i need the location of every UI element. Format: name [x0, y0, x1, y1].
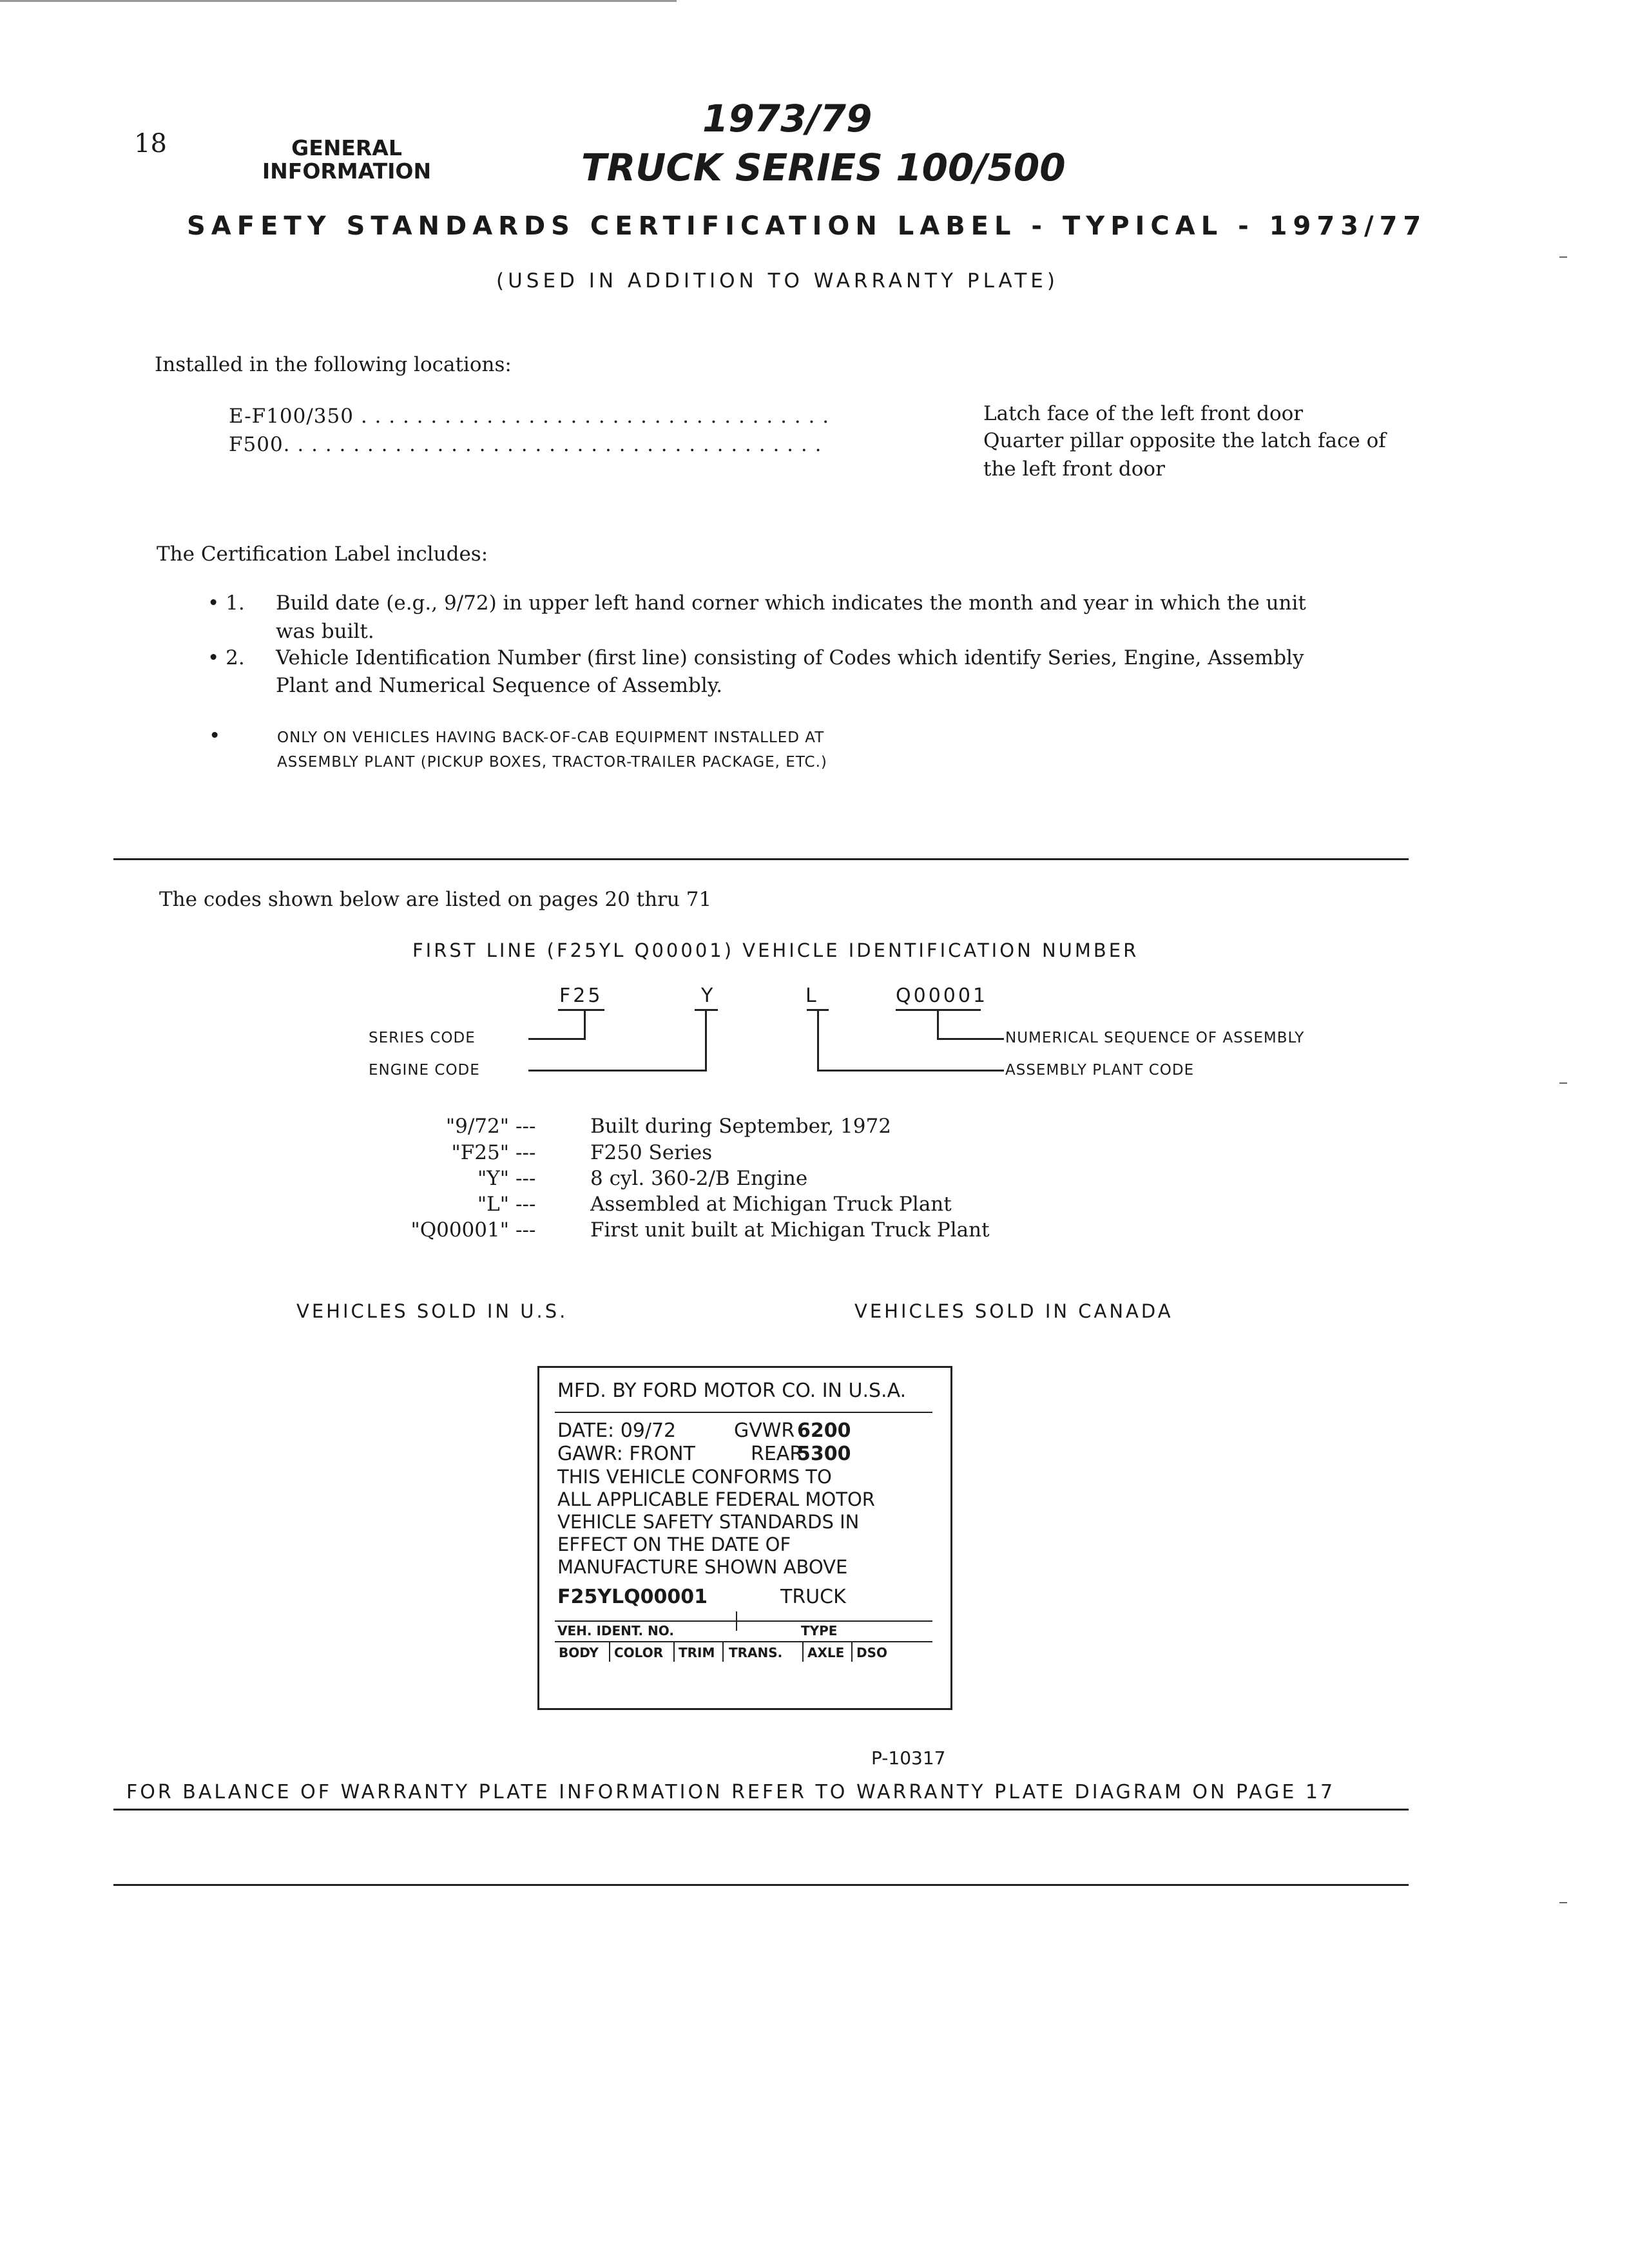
legend-code-2: "F25"	[451, 1141, 509, 1164]
codes-intro: The codes shown below are listed on pages 20 thru 71	[159, 888, 712, 911]
label-field-trans: TRANS.	[729, 1645, 783, 1660]
location-place-2-cont: the left front door	[983, 457, 1165, 481]
label-field-trim: TRIM	[679, 1645, 715, 1660]
page-subheading: (USED IN ADDITION TO WARRANTY PLATE)	[496, 269, 1059, 293]
legend-meaning-1: Built during September, 1972	[590, 1115, 891, 1138]
field-sep-4	[802, 1642, 804, 1662]
section-title-line2: INFORMATION	[262, 159, 432, 184]
vin-series-underline	[558, 1009, 604, 1011]
location-model-2: F500. . . . . . . . . . . . . . . . . . . . . . . . . . . . . . . . . . . . . . .	[229, 433, 822, 456]
engine-bracket-horizontal	[528, 1070, 707, 1072]
series-code-label: SERIES CODE	[369, 1030, 476, 1046]
section-title	[250, 137, 443, 183]
legend-code-3: "Y"	[477, 1167, 509, 1190]
legend-dash-1: ---	[516, 1115, 536, 1138]
divider	[113, 858, 1409, 860]
title-series: TRUCK SERIES 100/500	[581, 146, 1066, 189]
bottom-rule	[113, 1884, 1409, 1886]
label-conform-line4: EFFECT ON THE DATE OF	[557, 1533, 791, 1555]
label-rear: REAR	[751, 1443, 804, 1465]
field-sep-3	[722, 1642, 724, 1662]
label-field-color: COLOR	[614, 1645, 664, 1660]
seq-bracket-vertical	[937, 1011, 939, 1039]
sold-us-caption: VEHICLES SOLD IN U.S.	[296, 1300, 568, 1322]
note-line2: ASSEMBLY PLANT (PICKUP BOXES, TRACTOR-TRAILER PACKAGE, ETC.)	[277, 754, 827, 771]
label-field-body: BODY	[559, 1645, 599, 1660]
legend-code-4: "L"	[477, 1193, 509, 1216]
label-vin: F25YLQ00001	[557, 1586, 708, 1608]
seq-bracket-horizontal	[937, 1038, 1004, 1040]
include-1-text-cont: was built.	[276, 620, 374, 643]
footer-underline	[113, 1809, 1409, 1811]
label-conform-line5: MANUFACTURE SHOWN ABOVE	[557, 1556, 848, 1578]
sequence-label: NUMERICAL SEQUENCE OF ASSEMBLY	[1005, 1030, 1305, 1046]
label-type-value: TRUCK	[780, 1586, 846, 1608]
title-years: 1973/79	[702, 97, 872, 140]
field-sep-5	[851, 1642, 853, 1662]
include-2-bullet: • 2.	[207, 646, 245, 669]
vin-series-code: F25	[559, 985, 603, 1007]
label-conformance	[557, 1466, 875, 1579]
vin-plant-code: L	[805, 985, 819, 1007]
label-mfd: MFD. BY FORD MOTOR CO. IN U.S.A.	[557, 1379, 907, 1402]
legend-dash-2: ---	[516, 1141, 536, 1164]
legend-meaning-5: First unit built at Michigan Truck Plant	[590, 1218, 990, 1242]
label-top-rule	[555, 1412, 932, 1413]
label-conform-line3: VEHICLE SAFETY STANDARDS IN	[557, 1511, 860, 1533]
label-rear-value: 5300	[797, 1443, 851, 1465]
label-gvwr: GVWR	[734, 1419, 795, 1442]
location-place-2: Quarter pillar opposite the latch face of	[983, 429, 1386, 452]
locations-intro: Installed in the following locations:	[155, 353, 512, 376]
label-conform-line1: THIS VEHICLE CONFORMS TO	[557, 1466, 832, 1488]
includes-intro: The Certification Label includes:	[157, 543, 488, 566]
field-sep-2	[673, 1642, 675, 1662]
legend-meaning-3: 8 cyl. 360-2/B Engine	[590, 1167, 808, 1190]
field-sep-1	[609, 1642, 610, 1662]
label-conform-line2: ALL APPLICABLE FEDERAL MOTOR	[557, 1488, 875, 1510]
plant-bracket-vertical	[817, 1011, 819, 1071]
plant-bracket-horizontal	[817, 1070, 1004, 1072]
include-2-text-cont: Plant and Numerical Sequence of Assembly.	[276, 674, 723, 697]
page-number: 18	[134, 129, 167, 159]
label-gvwr-value: 6200	[797, 1419, 851, 1442]
legend-dash-5: ---	[516, 1218, 536, 1242]
label-date: DATE: 09/72	[557, 1419, 677, 1442]
engine-code-label: ENGINE CODE	[369, 1062, 480, 1079]
certification-label	[537, 1366, 952, 1710]
legend-code-1: "9/72"	[445, 1115, 509, 1138]
sold-canada-caption: VEHICLES SOLD IN CANADA	[854, 1300, 1173, 1322]
label-type-caption: TYPE	[801, 1623, 838, 1639]
margin-mark	[1559, 1082, 1567, 1084]
label-fields-row	[555, 1642, 932, 1662]
series-bracket-horizontal	[528, 1038, 586, 1040]
series-bracket-vertical	[584, 1011, 586, 1039]
label-field-dso: DSO	[856, 1645, 888, 1660]
legend-dash-3: ---	[516, 1167, 536, 1190]
label-field-axle: AXLE	[807, 1645, 845, 1660]
engine-bracket-vertical	[705, 1011, 707, 1071]
page-heading: SAFETY STANDARDS CERTIFICATION LABEL - TYPICAL - 1973/77	[187, 211, 1427, 241]
note-line1: ONLY ON VEHICLES HAVING BACK-OF-CAB EQUIPMENT INSTALLED AT	[277, 729, 825, 746]
label-vin-divider	[736, 1611, 737, 1631]
vin-sequence-code: Q00001	[896, 985, 988, 1007]
legend-meaning-4: Assembled at Michigan Truck Plant	[590, 1193, 952, 1216]
vin-heading: FIRST LINE (F25YL Q00001) VEHICLE IDENTIFICATION NUMBER	[412, 939, 1139, 961]
legend-dash-4: ---	[516, 1193, 536, 1216]
margin-mark	[1559, 256, 1567, 258]
include-1-text: Build date (e.g., 9/72) in upper left hand corner which indicates the month and year in which the unit	[276, 591, 1306, 615]
location-place-1: Latch face of the left front door	[983, 402, 1304, 425]
plant-code-label: ASSEMBLY PLANT CODE	[1005, 1062, 1195, 1079]
section-title-line1: GENERAL	[291, 135, 402, 160]
legend-code-5: "Q00001"	[410, 1218, 509, 1242]
margin-mark	[1559, 1902, 1567, 1903]
vin-engine-code: Y	[701, 985, 716, 1007]
note-bullet: •	[209, 724, 221, 747]
include-1-bullet: • 1.	[207, 591, 245, 615]
include-2-text: Vehicle Identification Number (first line) consisting of Codes which identify Series, Engine, Assembly	[276, 646, 1304, 669]
footer-note: FOR BALANCE OF WARRANTY PLATE INFORMATION REFER TO WARRANTY PLATE DIAGRAM ON PAGE 17	[126, 1781, 1336, 1803]
label-vin-rule	[555, 1620, 932, 1622]
label-gawr-front: GAWR: FRONT	[557, 1443, 695, 1465]
location-model-1: E-F100/350 . . . . . . . . . . . . . . . . . . . . . . . . . . . . . . . . . .	[229, 405, 830, 428]
label-vin-caption: VEH. IDENT. NO.	[557, 1623, 674, 1639]
legend-meaning-2: F250 Series	[590, 1141, 713, 1164]
scan-top-border	[0, 0, 677, 2]
figure-id: P-10317	[871, 1747, 946, 1769]
